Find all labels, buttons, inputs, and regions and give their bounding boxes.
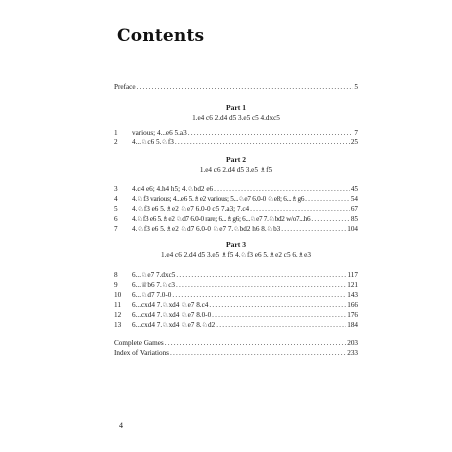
toc-entry-text: 6...♘d7 7.0-0 <box>132 291 172 299</box>
dot-leader <box>165 338 347 348</box>
toc-entry-text: 6...♘e7 7.dxc5 <box>132 271 176 279</box>
toc-entry-chapter-5 <box>114 204 358 214</box>
chapter-number: 5 <box>114 205 118 213</box>
toc-entry-text: various; 4...e6 5.a3 <box>132 129 187 137</box>
dot-leader <box>170 348 346 358</box>
toc-entry-page: 5 <box>354 83 358 91</box>
chapter-number: 13 <box>114 321 122 329</box>
toc-entry-page: 233 <box>347 349 358 357</box>
toc-entry-text: 6...cxd4 7.♘xd4 ♘e7 8.0-0 <box>132 311 212 319</box>
toc-entry-chapter-7 <box>114 224 358 234</box>
toc-entry-text: 4.♘f3 e6 5.♗e2 ♘d7 6.0-0 rare; 6...♗g6; 6...♘e7 7.♘bd2 w/o7...h6 <box>132 215 311 223</box>
toc-entry-chapter-8 <box>114 270 358 280</box>
part-1-heading: Part 1 <box>225 103 247 112</box>
chapter-number: 7 <box>114 225 118 233</box>
chapter-number: 11 <box>114 301 121 309</box>
dot-leader <box>250 204 350 214</box>
toc-entry-chapter-6 <box>114 214 358 224</box>
toc-entry-page: 104 <box>347 225 358 233</box>
toc-entry-text: 4...♘c6 5.♘f3 <box>132 138 174 146</box>
dot-leader <box>137 82 354 92</box>
toc-entry-complete-games <box>114 338 358 348</box>
dot-leader <box>311 214 349 224</box>
toc-entry-page: 45 <box>350 185 358 193</box>
toc-entry-text: Complete Games <box>114 339 164 347</box>
dot-leader <box>209 300 346 310</box>
dot-leader <box>172 290 346 300</box>
part-3-heading: Part 3 <box>225 240 247 249</box>
toc-entry-text: 6...♕b6 7.♘c3 <box>132 281 176 289</box>
chapter-number: 8 <box>114 271 118 279</box>
part-3-moves: 1.e4 c6 2.d4 d5 3.e5 ♗f5 4.♘f3 e6 5.♗e2 c5 6.♗e3 <box>161 251 311 259</box>
toc-entry-chapter-10 <box>114 290 358 300</box>
dot-leader <box>212 310 346 320</box>
toc-entry-chapter-12 <box>114 310 358 320</box>
toc-entry-page: 67 <box>350 205 358 213</box>
chapter-number: 9 <box>114 281 118 289</box>
toc-entry-preface <box>114 82 358 92</box>
toc-entry-page: 184 <box>347 321 358 329</box>
toc-entry-text: 4.c4 e6; 4.h4 h5; 4.♘bd2 e6 <box>132 185 214 193</box>
toc-entry-chapter-9 <box>114 280 358 290</box>
page-title: Contents <box>117 26 205 46</box>
part-2-moves: 1.e4 c6 2.d4 d5 3.e5 ♗f5 <box>199 166 273 174</box>
toc-entry-text: 4.♘f3 e6 5.♗e2 ♘e7 6.0-0 c5 7.a3; 7.c4 <box>132 205 250 213</box>
chapter-number: 12 <box>114 311 122 319</box>
page-number: 4 <box>119 421 123 430</box>
toc-entry-chapter-11 <box>114 300 358 310</box>
chapter-number: 3 <box>114 185 118 193</box>
toc-entry-text: 6...cxd4 7.♘xd4 ♘e7 8.♘d2 <box>132 321 216 329</box>
toc-entry-chapter-2 <box>114 137 358 147</box>
toc-entry-chapter-13 <box>114 320 358 330</box>
dot-leader <box>176 270 346 280</box>
dot-leader <box>281 224 346 234</box>
toc-entry-chapter-3 <box>114 184 358 194</box>
part-1-moves: 1.e4 c6 2.d4 d5 3.e5 c5 4.dxc5 <box>192 114 280 122</box>
toc-entry-page: 166 <box>347 301 358 309</box>
dot-leader <box>175 137 350 147</box>
toc-entry-page: 54 <box>350 195 358 203</box>
toc-entry-page: 117 <box>347 271 358 279</box>
part-2-heading: Part 2 <box>225 155 247 164</box>
toc-entry-page: 121 <box>347 281 358 289</box>
chapter-number: 2 <box>114 138 118 146</box>
toc-entry-text: 4.♘f3 e6 5.♗e2 ♘d7 6.0-0 ♘e7 7.♘bd2 h6 8.♘b3 <box>132 225 281 233</box>
chapter-number: 4 <box>114 195 118 203</box>
toc-entry-chapter-4 <box>114 194 358 204</box>
toc-entry-page: 25 <box>350 138 358 146</box>
toc-entry-page: 7 <box>354 129 358 137</box>
dot-leader <box>176 280 346 290</box>
chapter-number: 10 <box>114 291 122 299</box>
toc-entry-text: 4.♘f3 various; 4...e6 5.♗e2 various; 5...♘e7 6.0-0 ♘e8; 6...♗g6 <box>132 195 305 203</box>
dot-leader <box>214 184 350 194</box>
dot-leader <box>305 194 350 204</box>
toc-entry-text: Index of Variations <box>114 349 169 357</box>
toc-entry-text: 6...cxd4 7.♘xd4 ♘e7 8.c4 <box>132 301 209 309</box>
toc-entry-text: Preface <box>114 83 136 91</box>
toc-entry-page: 85 <box>350 215 358 223</box>
toc-entry-page: 176 <box>347 311 358 319</box>
chapter-number: 1 <box>114 129 118 137</box>
toc-entry-index-of-variations <box>114 348 358 358</box>
dot-leader <box>216 320 346 330</box>
chapter-number: 6 <box>114 215 118 223</box>
toc-entry-page: 203 <box>347 339 358 347</box>
toc-entry-page: 143 <box>347 291 358 299</box>
